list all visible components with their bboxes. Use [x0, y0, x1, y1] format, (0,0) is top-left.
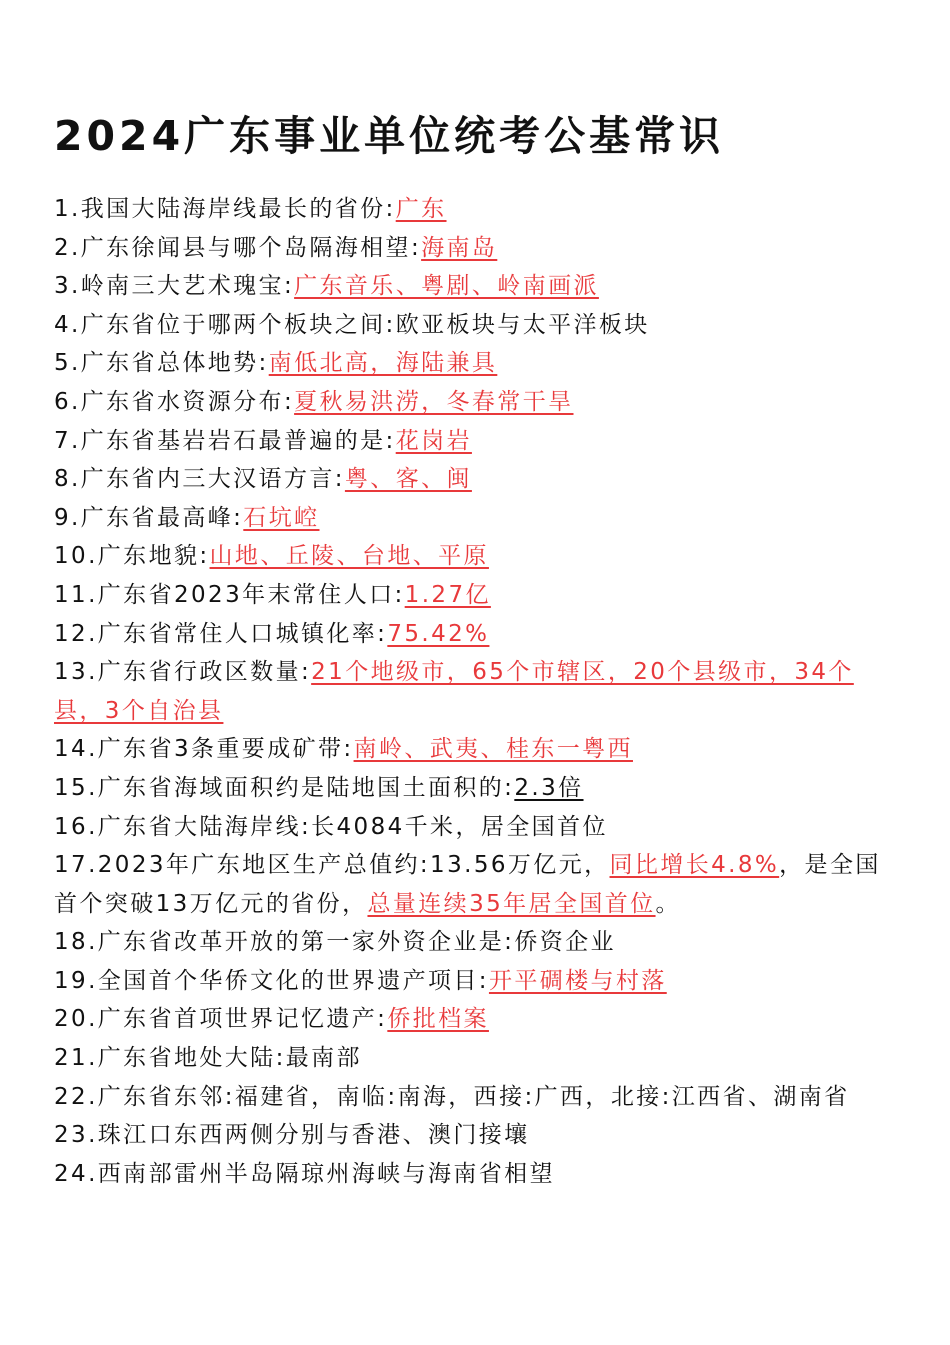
item-answer: 1.27亿: [404, 581, 491, 608]
item-question: 19.全国首个华侨文化的世界遗产项目:: [54, 967, 489, 994]
item-question: 18.广东省改革开放的第一家外资企业是:侨资企业: [54, 929, 616, 956]
list-item: [54, 1039, 894, 1078]
item-question-end: 。: [655, 890, 681, 917]
item-question: 15.广东省海域面积约是陆地国土面积的:: [54, 774, 515, 801]
item-answer: 南岭、武夷、桂东一粤西: [353, 736, 633, 763]
item-question: 7.广东省基岩岩石最普遍的是:: [54, 427, 396, 454]
list-item: [54, 1116, 894, 1155]
item-answer: 广东音乐、粤剧、岭南画派: [294, 273, 599, 300]
item-question: 10.广东地貌:: [54, 543, 210, 570]
item-answer: 侨批档案: [387, 1006, 489, 1033]
list-item: [54, 422, 894, 461]
item-answer: 总量连续35年居全国首位: [367, 890, 656, 917]
list-item: [54, 499, 894, 538]
list-item: [54, 769, 894, 808]
item-answer: 75.42%: [387, 620, 490, 647]
item-question: 23.珠江口东西两侧分别与香港、澳门接壤: [54, 1122, 530, 1149]
list-item: [54, 1000, 894, 1039]
item-answer: 花岗岩: [395, 427, 472, 454]
list-item: [54, 923, 894, 962]
item-question: 9.广东省最高峰:: [54, 504, 244, 531]
item-question: 4.广东省位于哪两个板块之间:欧亚板块与太平洋板块: [54, 311, 650, 338]
knowledge-list: [54, 190, 894, 1193]
item-answer: 21个地级市，65个市辖区，20个县级市，34个县，3个自治县: [54, 659, 854, 724]
list-item: [54, 460, 894, 499]
list-item: [54, 537, 894, 576]
item-question: 12.广东省常住人口城镇化率:: [54, 620, 388, 647]
item-answer: 海南岛: [421, 234, 498, 261]
list-item: [54, 808, 894, 847]
item-answer: 夏秋易洪涝，冬春常干旱: [294, 388, 574, 415]
list-item: [54, 383, 894, 422]
item-question: 21.广东省地处大陆:最南部: [54, 1045, 362, 1072]
item-question: 17.2023年广东地区生产总值约:13.56万亿元，: [54, 852, 610, 879]
list-item: [54, 229, 894, 268]
item-question: 16.广东省大陆海岸线:长4084千米，居全国首位: [54, 813, 608, 840]
item-question: 1.我国大陆海岸线最长的省份:: [54, 196, 396, 222]
list-item: [54, 730, 894, 769]
item-question-cont: ，是全国首个突破13万亿元的省份，: [54, 852, 881, 917]
list-item: [54, 615, 894, 654]
item-question: 3.岭南三大艺术瑰宝:: [54, 273, 295, 300]
item-answer: 山地、丘陵、台地、平原: [209, 543, 489, 570]
item-question: 20.广东省首项世界记忆遗产:: [54, 1006, 388, 1033]
item-answer: 开平碉楼与村落: [488, 967, 667, 994]
item-answer: 粤、客、闽: [344, 466, 472, 493]
item-question: 2.广东徐闻县与哪个岛隔海相望:: [54, 234, 422, 261]
item-answer: 南低北高，海陆兼具: [268, 350, 498, 377]
page-title: 2024广东事业单位统考公基常识: [54, 112, 725, 160]
item-question: 24.西南部雷州半岛隔琼州海峡与海南省相望: [54, 1160, 555, 1187]
item-question: 11.广东省2023年末常住人口:: [54, 581, 405, 608]
list-item: [54, 344, 894, 383]
list-item: [54, 576, 894, 615]
list-item: [54, 267, 894, 306]
item-question: 8.广东省内三大汉语方言:: [54, 466, 345, 493]
list-item: [54, 653, 894, 730]
list-item: [54, 190, 894, 229]
item-question: 5.广东省总体地势:: [54, 350, 269, 377]
list-item: [54, 846, 894, 923]
item-answer: 2.3倍: [514, 774, 584, 801]
list-item: [54, 306, 894, 345]
item-question: 14.广东省3条重要成矿带:: [54, 736, 354, 763]
list-item: [54, 962, 894, 1001]
list-item: [54, 1155, 894, 1194]
item-question: 22.广东省东邻:福建省，南临:南海，西接:广西，北接:江西省、湖南省: [54, 1083, 850, 1110]
item-answer: 广东: [395, 196, 447, 222]
item-answer: 同比增长4.8%: [609, 852, 780, 879]
list-item: [54, 1078, 894, 1117]
item-question: 13.广东省行政区数量:: [54, 659, 312, 686]
item-question: 6.广东省水资源分布:: [54, 388, 295, 415]
item-answer: 石坑崆: [243, 504, 320, 531]
